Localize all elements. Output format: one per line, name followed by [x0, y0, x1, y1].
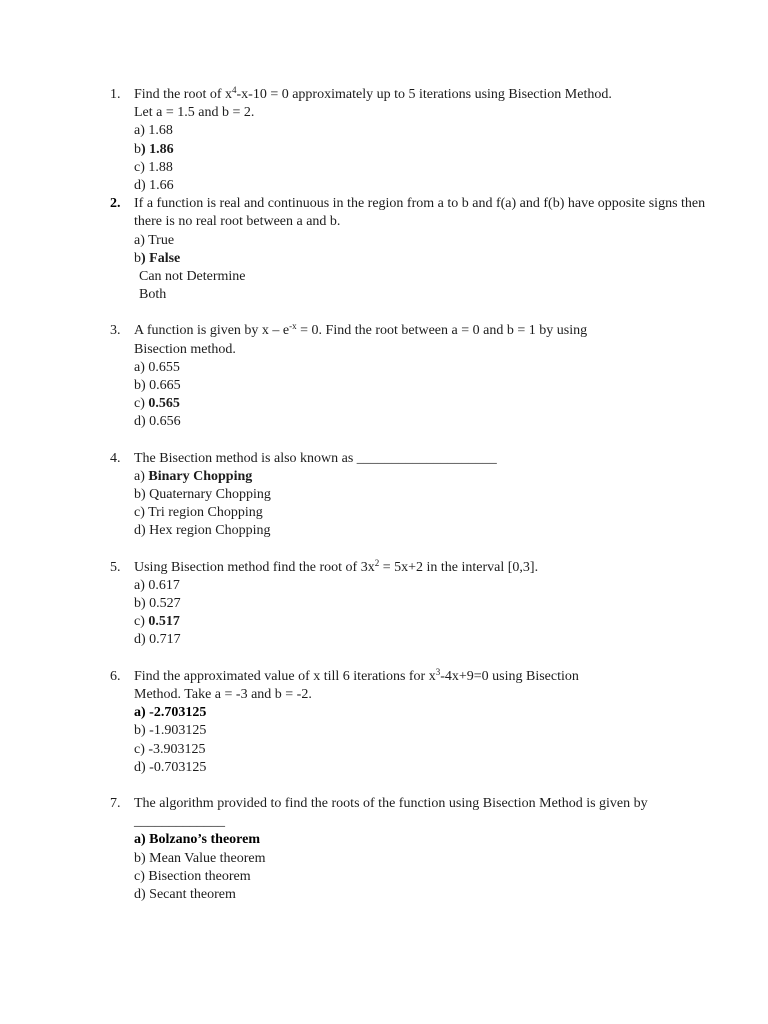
option-d: d) Hex region Chopping [134, 523, 271, 539]
option-d: d) 0.717 [134, 632, 181, 648]
question-number: 6. [110, 668, 121, 684]
option-d: d) 1.66 [134, 178, 174, 194]
question-number: 7. [110, 795, 121, 811]
option-b: b) Quaternary Chopping [134, 487, 271, 503]
question-number: 2. [110, 196, 121, 212]
option-b-correct: b) False [134, 250, 181, 266]
question-number: 1. [110, 87, 121, 102]
option-b-correct: b) 1.86 [134, 141, 174, 157]
question-stem-line2: Bisection method. [134, 341, 236, 357]
option-a: a) 0.617 [134, 577, 180, 593]
option-b: b) Mean Value theorem [134, 850, 266, 866]
question-4 [0, 450, 768, 541]
question-7 [0, 795, 768, 904]
question-number: 3. [110, 323, 121, 339]
question-1 [0, 86, 768, 195]
question-number: 5. [110, 559, 121, 575]
option-c: Can not Determine [139, 269, 246, 285]
question-stem-line2: Method. Take a = -3 and b = -2. [134, 686, 312, 702]
option-a: a) True [134, 232, 175, 248]
question-stem: Using Bisection method find the root of $3x^2 = 5x+2$ in the interval [0,3]. [134, 557, 539, 575]
question-6 [0, 668, 768, 777]
option-c: c) -3.903125 [134, 741, 206, 757]
option-a: a) 1.68 [134, 123, 173, 139]
option-c-correct: c) 0.517 [134, 614, 180, 630]
question-3 [0, 322, 768, 431]
option-a-correct: a) Binary Chopping [134, 468, 253, 484]
question-2 [0, 195, 768, 304]
question-stem: If a function is real and continuous in the region from a to b and f(a) and f(b) have opposite signs then there is no real root between a and b. [134, 196, 706, 230]
question-stem-line2: Let a = 1.5 and b = 2. [134, 105, 255, 121]
option-c: c) Tri region Chopping [134, 505, 263, 521]
option-c: c) Bisection theorem [134, 868, 251, 884]
question-stem: A function is given by $x - e^{-x} = 0$. Find the root between a = 0 and b = 1 by using [134, 321, 588, 339]
option-d: d) -0.703125 [134, 759, 207, 775]
option-b: b) 0.665 [134, 378, 181, 394]
question-stem: The Bisection method is also known as ____________________ [134, 450, 497, 466]
option-b: b) 0.527 [134, 596, 181, 612]
option-a-correct: a) -2.703125 [134, 705, 207, 721]
question-stem: Find the approximated value of x till 6 iterations for $x^3-4x+9=0$ using Bisection [134, 666, 579, 684]
question-stem: Find the root of $x^4-x-10 = 0$ approximately up to 5 iterations using Bisection Method. [134, 85, 612, 102]
option-a-correct: a) Bolzano’s theorem [134, 832, 260, 848]
option-d: Both [139, 287, 167, 303]
question-stem: The algorithm provided to find the roots of the function using Bisection Method is given by _____________ [134, 795, 648, 830]
option-d: d) Secant theorem [134, 886, 236, 902]
option-b: b) -1.903125 [134, 723, 207, 739]
question-5 [0, 559, 768, 650]
question-number: 4. [110, 450, 121, 466]
question-list [0, 86, 768, 904]
option-a: a) 0.655 [134, 359, 180, 375]
option-d: d) 0.656 [134, 414, 181, 430]
option-c: c) 1.88 [134, 159, 173, 175]
option-c-correct: c) 0.565 [134, 396, 180, 412]
